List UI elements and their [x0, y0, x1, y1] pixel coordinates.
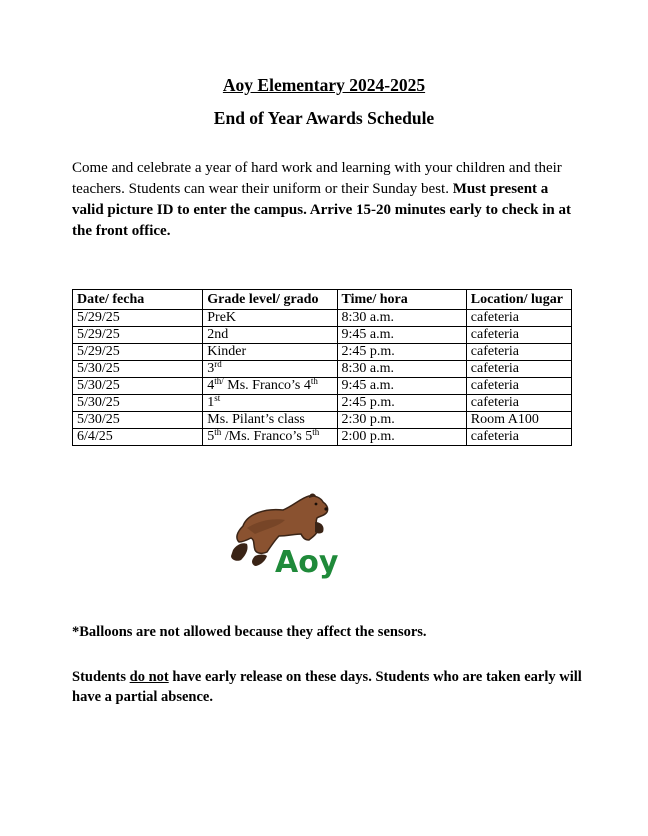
grade-suffix: th [312, 427, 320, 437]
grade-number: 5 [207, 429, 215, 444]
cell-date: 6/4/25 [73, 429, 203, 446]
cell-date: 5/29/25 [73, 327, 203, 344]
table-header-row [73, 290, 572, 310]
grade-teacher: /Ms. Franco’s 5 [221, 429, 313, 444]
early-release-note [72, 667, 582, 707]
schedule-table [72, 289, 572, 446]
table-row [73, 378, 572, 395]
cell-location: cafeteria [466, 344, 571, 361]
cell-time: 8:30 a.m. [337, 361, 466, 378]
cell-grade [203, 378, 337, 395]
cell-date: 5/30/25 [73, 378, 203, 395]
page-title: Aoy Elementary 2024-2025 [222, 75, 426, 95]
cell-location: cafeteria [466, 378, 571, 395]
grade-number: 1 [207, 395, 215, 410]
table-row [73, 327, 572, 344]
cell-time: 2:45 p.m. [337, 395, 466, 412]
table-row [73, 310, 572, 327]
cell-grade: Ms. Pilant’s class [203, 412, 337, 429]
page-subtitle: End of Year Awards Schedule [213, 108, 435, 128]
table-row [73, 395, 572, 412]
cell-location: cafeteria [466, 361, 571, 378]
cell-time: 2:00 p.m. [337, 429, 466, 446]
cell-location: cafeteria [466, 310, 571, 327]
grade-suffix: st [214, 393, 221, 403]
cell-date: 5/30/25 [73, 395, 203, 412]
intro-bold-text: Must present a valid picture ID to enter the campus. Arrive 15-20 minutes early to check in at the front office. [72, 181, 571, 239]
table-row [73, 344, 572, 361]
col-header-location: Location/ lugar [466, 290, 571, 310]
cell-location: cafeteria [466, 327, 571, 344]
release-text: Students [72, 669, 130, 685]
release-emphasis: do not [129, 669, 169, 685]
logo-text: Aoy [275, 545, 339, 580]
cell-grade [203, 395, 337, 412]
cell-time: 9:45 a.m. [337, 378, 466, 395]
cell-grade: 2nd [203, 327, 337, 344]
grade-teacher: Ms. Franco’s 4 [223, 378, 311, 393]
cell-grade [203, 361, 337, 378]
grade-suffix: th [310, 376, 318, 386]
grade-suffix: th/ [214, 376, 224, 386]
grade-number: 4 [207, 378, 215, 393]
intro-paragraph [72, 158, 577, 242]
cell-location: Room A100 [466, 412, 571, 429]
grade-number: 3 [207, 361, 215, 376]
grade-suffix: rd [214, 359, 222, 369]
col-header-grade: Grade level/ grado [203, 290, 337, 310]
cell-date: 5/30/25 [73, 412, 203, 429]
release-text: have early release on these days. Students who are taken early will have a partial absence. [72, 669, 582, 705]
cell-date: 5/30/25 [73, 361, 203, 378]
cell-location: cafeteria [466, 395, 571, 412]
cell-location: cafeteria [466, 429, 571, 446]
cell-time: 2:30 p.m. [337, 412, 466, 429]
cell-time: 2:45 p.m. [337, 344, 466, 361]
cell-time: 9:45 a.m. [337, 327, 466, 344]
col-header-time: Time/ hora [337, 290, 466, 310]
table-row [73, 429, 572, 446]
cell-grade [203, 429, 337, 446]
intro-text: Come and celebrate a year of hard work and learning with your children and their teachers. Students can wear their uniform or their Sunday best. [72, 160, 562, 197]
table-row [73, 412, 572, 429]
cell-time: 8:30 a.m. [337, 310, 466, 327]
col-header-date: Date/ fecha [73, 290, 203, 310]
table-row [73, 361, 572, 378]
cell-date: 5/29/25 [73, 310, 203, 327]
balloons-note: *Balloons are not allowed because they affect the sensors. [72, 624, 427, 640]
cell-grade: Kinder [203, 344, 337, 361]
cell-date: 5/29/25 [73, 344, 203, 361]
grade-suffix: th [214, 427, 222, 437]
cell-grade: PreK [203, 310, 337, 327]
school-logo [225, 492, 355, 584]
